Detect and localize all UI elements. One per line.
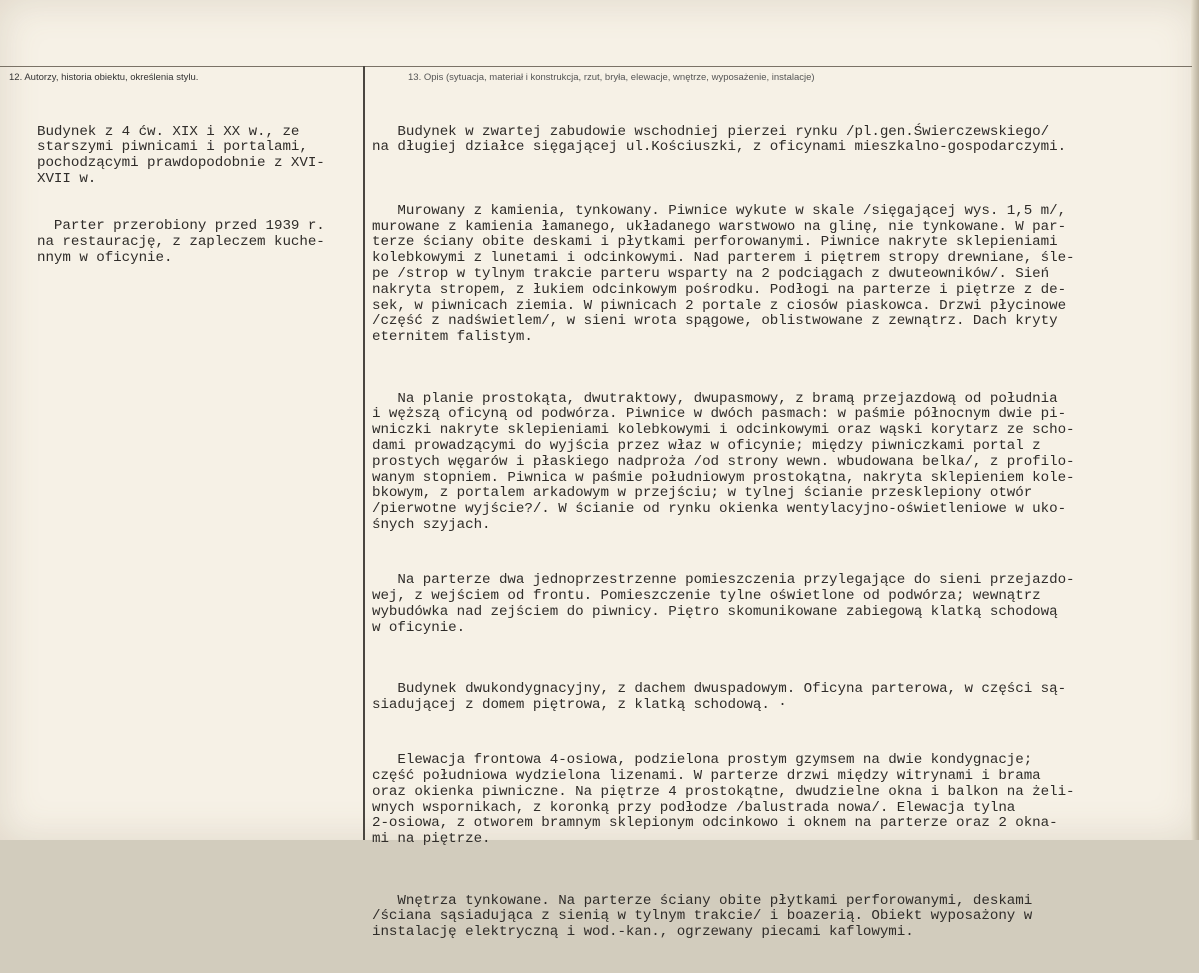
description-paragraph-3: Na planie prostokąta, dwutraktowy, dwupasmowy, z bramą przejazdową od południa i węższą oficyną od podwórza. Piwnice w dwóch pasmach: w paśmie północnym dwie pi- wniczki nakryte sklepieniami kolebkowymi i odcinkowymi oraz wąski korytarz ze scho- dami prowadzącymi do wyjścia przez właz w oficynie; między piwniczkami portal z prostych węgarów i płaskiego nadproża /od strony wewn. wbudowana belka/, z profilo- wanym stopniem. Piwnica w paśmie południowym prostokątna, nakryta sklepieniem kole- bkowym, z portalem arkadowym w przejściu; w tylnej ścianie przesklepiony otwór /pierwotne wyjście?/. W ścianie od rynku okienka wentylacyjno-oświetleniowe w uko- śnych szyjach. (372, 390, 1075, 533)
description-paragraph-6: Elewacja frontowa 4-osiowa, podzielona prostym gzymsem na dwie kondygnacje; część południowa wydzielona lizenami. W parterze drzwi między witrynami i brama oraz okienka piwniczne. Na piętrze 4 prostokątne, dwudzielne okna i balkon na żeli- wnych wspornikach, z koronką przy podłodze /balustrada nowa/. Elewacja tylna 2-osiowa, z otworem bramnym sklepionym odcinkowo i oknem na parterze oraz 2 okna- mi na piętrze. (372, 752, 1075, 848)
field-13-label: 13. Opis (sytuacja, materiał i konstrukcja, rzut, bryła, elewacje, wnętrze, wyposażenie, instalacje) (408, 72, 815, 83)
column-divider (363, 66, 365, 840)
history-paragraph-1: Budynek z 4 ćw. XIX i XX w., ze starszymi piwnicami i portalami, pochodzącymi prawdopodobnie z XVI- XVII w. (37, 123, 325, 187)
description-paragraph-4: Na parterze dwa jednoprzestrzenne pomieszczenia przylegające do sieni przejazdo- wej, z wejściem od frontu. Pomieszczenie tylne oświetlone od podwórza; wewnątrz wybudówka nad zejściem do piwnicy. Piętro skomunikowane zabiegową klatką schodową w oficynie. (372, 572, 1075, 636)
history-text (37, 93, 325, 298)
field-12-label: 12. Autorzy, historia obiektu, określenia stylu. (9, 72, 199, 83)
header-divider (0, 66, 1192, 67)
description-paragraph-2: Murowany z kamienia, tynkowany. Piwnice wykute w skale /sięgającej wys. 1,5 m/, murowane z kamienia łamanego, układanego warstwowo na glinę, nie tynkowane. W par- terze ściany obite deskami i płytkami perforowanymi. Piwnice nakryte sklepieniami kolebkowymi z lunetami i odcinkowymi. Nad parterem i piętrem stropy drewniane, śle- pe /strop w tylnym trakcie parteru wsparty na 2 podciągach z dwuteowników/. Sień nakryta stropem, z łukiem odcinkowym pośrodku. Podłogi na parterze i piętrze z de- sek, w piwnicach ziemia. W piwnicach 2 portale z ciosów piaskowca. Drzwi płycinowe /część z nadświetlem/, w sieni wrota spągowe, oblistwowane z zewnątrz. Dach kryty eternitem falistym. (372, 202, 1075, 346)
description-paragraph-5: Budynek dwukondygnacyjny, z dachem dwuspadowym. Oficyna parterowa, w części są- siadującej z domem piętrowa, z klatką schodową. · (372, 681, 1067, 713)
history-paragraph-2: Parter przerobiony przed 1939 r. na restaurację, z zapleczem kuche- nnym w oficynie. (37, 218, 325, 266)
description-text (372, 93, 1187, 973)
card-edge (1191, 0, 1199, 840)
description-paragraph-1: Budynek w zwartej zabudowie wschodniej pierzei rynku /pl.gen.Świerczewskiego/ na długiej działce sięgającej ul.Kościuszki, z oficynami mieszkalno-gospodarczymi. (372, 123, 1067, 156)
description-paragraph-7: Wnętrza tynkowane. Na parterze ściany obite płytkami perforowanymi, deskami /ściana sąsiadująca z sienią w tylnym trakcie/ i boazerią. Obiekt wyposażony w instalację elektryczną i wod.-kan., ogrzewany piecami kaflowymi. (372, 892, 1033, 941)
